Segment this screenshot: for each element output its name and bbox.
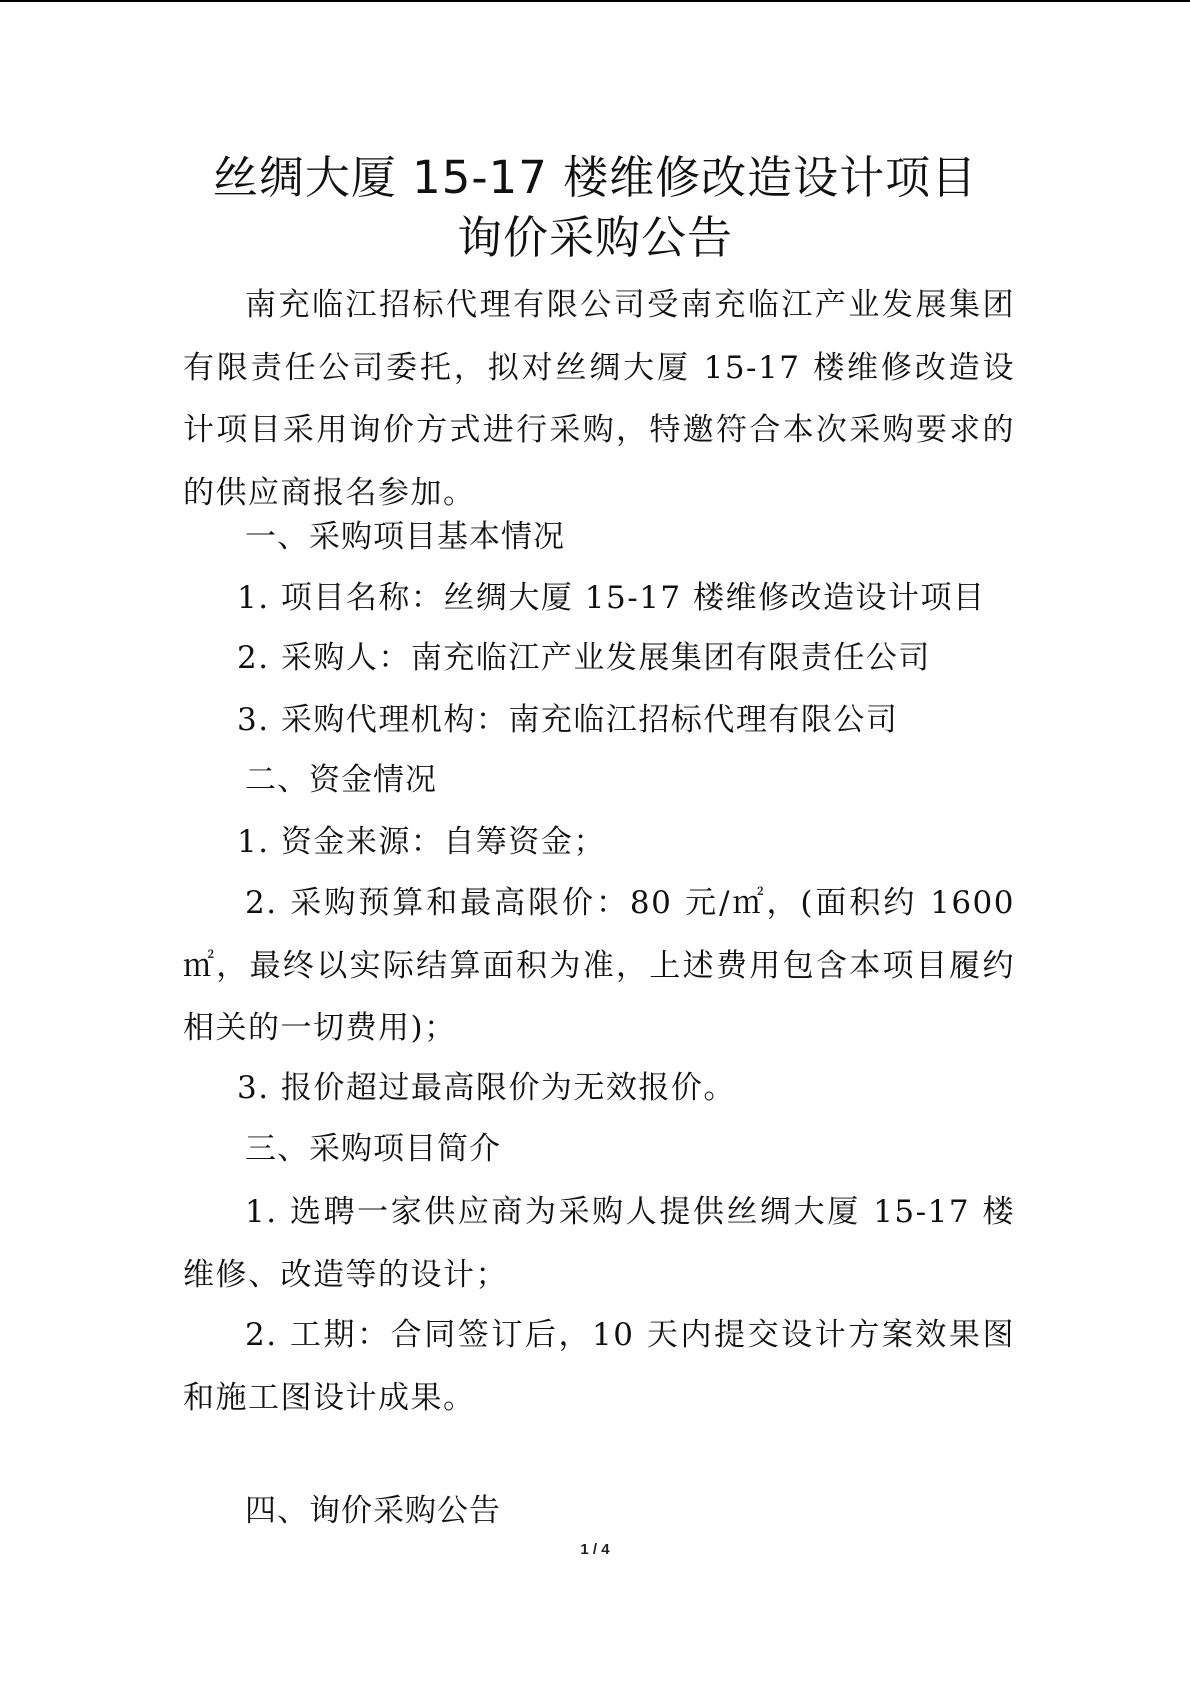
section2-item-budget: 2. 采购预算和最高限价：80 元/㎡，(面积约 1600 ㎡，最终以实际结算面积为准，上述费用包含本项目履约相关的一切费用)； bbox=[183, 885, 1015, 1046]
section4-heading: 四、询价采购公告 bbox=[245, 1493, 501, 1529]
top-border-line bbox=[0, 0, 1190, 2]
document-subtitle: 询价采购公告 bbox=[456, 211, 733, 264]
section2-item-fund-source: 1. 资金来源：自筹资金； bbox=[237, 824, 606, 860]
section3-item-schedule: 2. 工期：合同签订后，10 天内提交设计方案效果图和施工图设计成果。 bbox=[183, 1317, 1015, 1416]
section1-item-name: 1. 项目名称：丝绸大厦 15-17 楼维修改造设计项目 bbox=[237, 580, 986, 616]
section3-heading: 三、采购项目简介 bbox=[245, 1131, 501, 1167]
document-title: 丝绸大厦 15-17 楼维修改造设计项目 bbox=[212, 151, 978, 204]
intro-paragraph: 南充临江招标代理有限公司受南充临江产业发展集团有限责任公司委托，拟对丝绸大厦 15-17 楼维修改造设计项目采用询价方式进行采购，特邀符合本次采购要求的的供应商报名参加。 bbox=[183, 287, 1015, 511]
section3-item-design: 1. 选聘一家供应商为采购人提供丝绸大厦 15-17 楼维修、改造等的设计； bbox=[183, 1194, 1015, 1293]
section1-item-purchaser: 2. 采购人：南充临江产业发展集团有限责任公司 bbox=[237, 640, 931, 676]
page-number: 1 / 4 bbox=[580, 1541, 610, 1558]
section2-heading: 二、资金情况 bbox=[245, 762, 437, 798]
section1-item-agency: 3. 采购代理机构：南充临江招标代理有限公司 bbox=[237, 702, 899, 738]
section1-heading: 一、采购项目基本情况 bbox=[245, 519, 565, 555]
section2-item-invalid-quote: 3. 报价超过最高限价为无效报价。 bbox=[237, 1070, 736, 1106]
